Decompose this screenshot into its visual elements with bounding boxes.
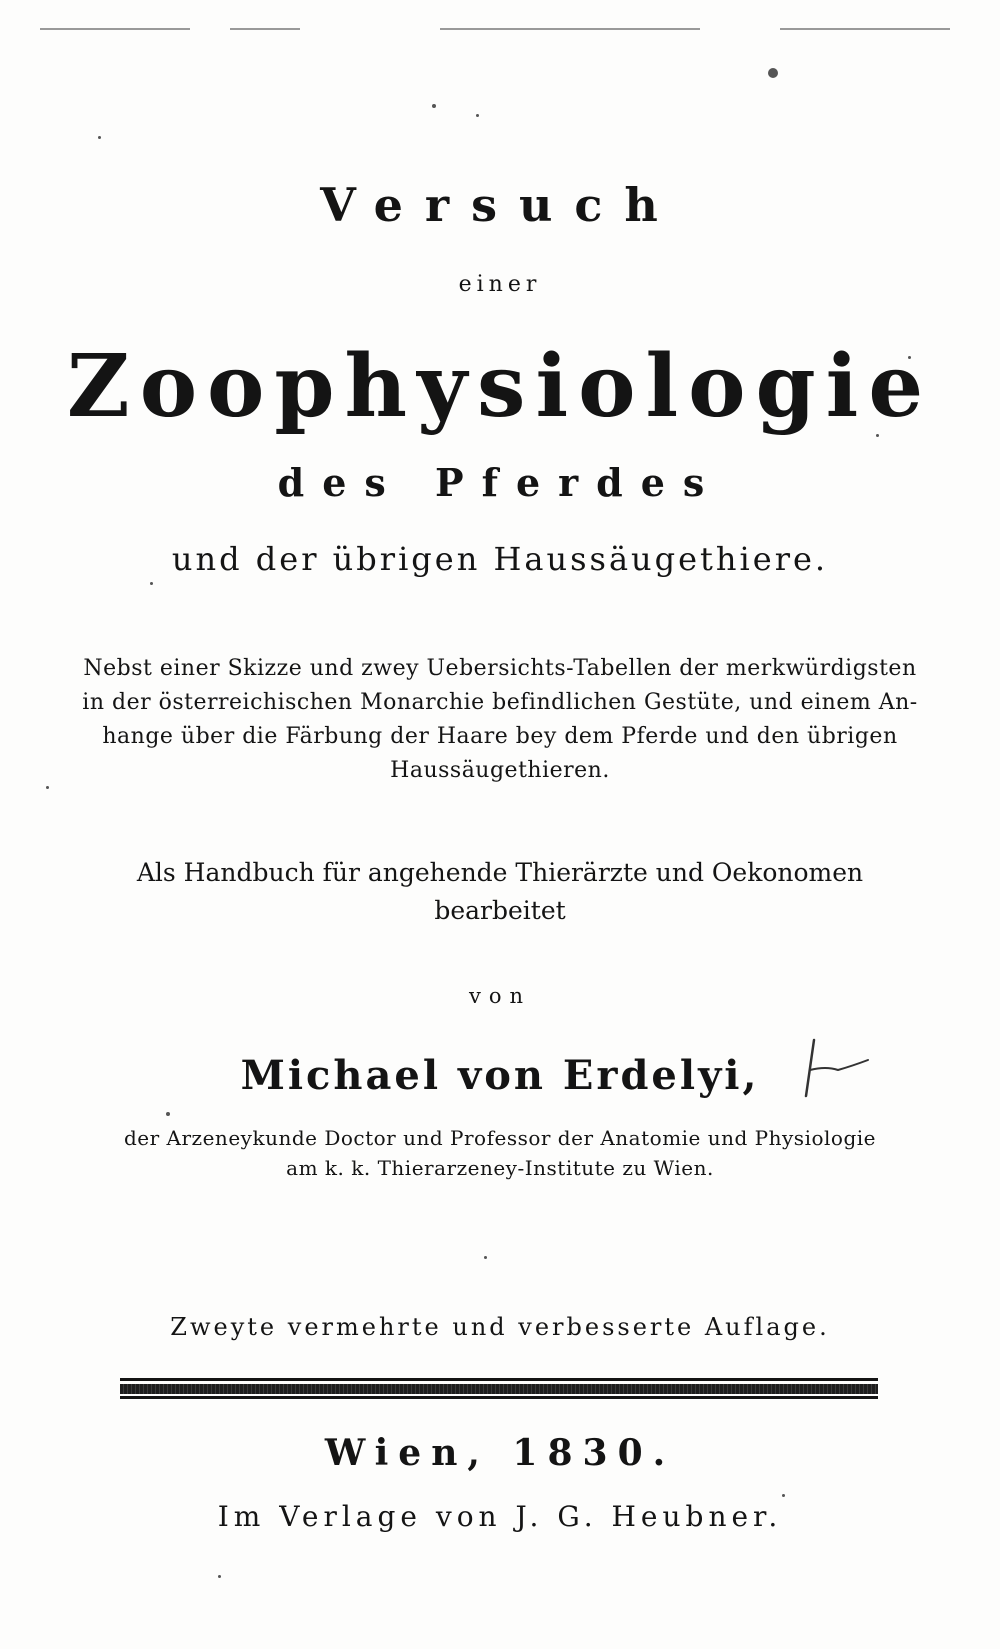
edition-statement: Zweyte vermehrte und verbesserte Auflage.: [170, 1313, 830, 1341]
author-credential: am k. k. Thierarzeney-Institute zu Wien.: [286, 1156, 714, 1180]
handbook-line: bearbeitet: [434, 896, 566, 925]
scan-edge-line: [440, 28, 700, 30]
description-line: Haussäugethieren.: [390, 758, 610, 783]
by-word: von: [468, 984, 532, 1008]
title-versuch: Versuch: [320, 178, 680, 232]
scan-edge-line: [230, 28, 300, 30]
title-des-pferdes: des Pferdes: [277, 460, 723, 505]
subtitle: und der übrigen Haussäugethiere.: [171, 540, 829, 578]
description-line: Nebst einer Skizze und zwey Uebersichts-Tabellen der merkwürdigsten: [83, 656, 917, 681]
scan-edge-line: [40, 28, 190, 30]
main-title: Zoophysiologie: [66, 336, 934, 437]
double-rule-divider: [120, 1378, 878, 1398]
author-credential: der Arzeneykunde Doctor und Professor der Anatomie und Physiologie: [124, 1126, 876, 1150]
pencil-annotation: [796, 1036, 876, 1102]
description-line: in der österreichischen Monarchie befindlichen Gestüte, und einem An-: [82, 690, 918, 715]
title-einer: einer: [458, 272, 542, 297]
handbook-line: Als Handbuch für angehende Thierärzte und Oekonomen: [136, 858, 864, 887]
imprint-city-year: Wien, 1830.: [324, 1432, 676, 1474]
description-line: hange über die Färbung der Haare bey dem Pferde und den übrigen: [102, 724, 898, 749]
scan-edge-line: [780, 28, 950, 30]
imprint-publisher: Im Verlage von J. G. Heubner.: [217, 1500, 783, 1533]
author-name: Michael von Erdelyi,: [240, 1052, 760, 1099]
